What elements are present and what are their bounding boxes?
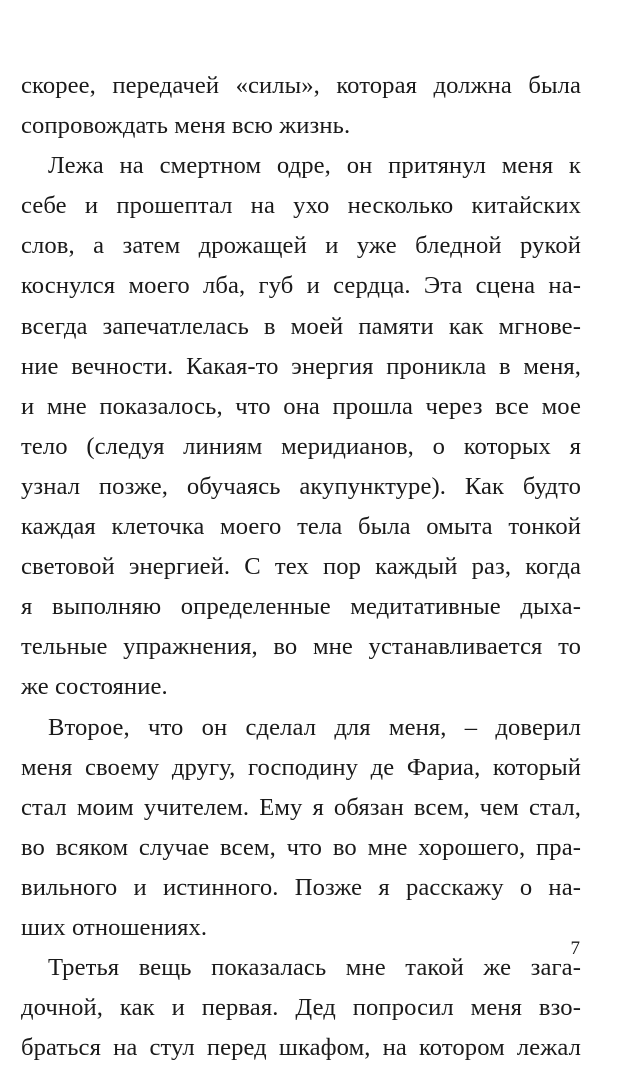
text-line: я выполняю определенные медитативные дыха- [21, 593, 581, 621]
text-line: дочной, как и первая. Дед попросил меня взо- [21, 994, 581, 1022]
text-line: слов, а затем дрожащей и уже бледной рукой [21, 232, 581, 260]
text-line: же состояние. [21, 673, 168, 701]
text-line: каждая клеточка моего тела была омыта тонкой [21, 513, 581, 541]
text-line: и мне показалось, что она прошла через все мое [21, 392, 581, 420]
text-line: Лежа на смертном одре, он притянул меня к [48, 152, 581, 180]
text-line: скорее, передачей «силы», которая должна была [21, 72, 581, 99]
text-line: всегда запечатлелась в моей памяти как мгнове- [21, 312, 581, 340]
text-line: меня своему другу, господину де Фариа, который [21, 753, 581, 781]
text-line: себе и прошептал на ухо несколько китайских [21, 192, 581, 220]
text-line: световой энергией. С тех пор каждый раз, когда [21, 553, 581, 581]
text-line: Второе, что он сделал для меня, – доверил [48, 713, 581, 741]
text-line: стал моим учителем. Ему я обязан всем, чем стал, [21, 793, 581, 821]
text-line: ние вечности. Какая-то энергия проникла в меня, [21, 352, 581, 380]
text-line: вильного и истинного. Позже я расскажу о на- [21, 873, 581, 901]
body-text [21, 66, 581, 1068]
text-line: коснулся моего лба, губ и сердца. Эта сцена на- [21, 272, 581, 300]
text-line: сопровождать меня всю жизнь. [21, 112, 351, 140]
page-number: 7 [570, 938, 580, 959]
text-line: ших отношениях. [21, 913, 208, 941]
text-line: браться на стул перед шкафом, на котором лежал [21, 1034, 581, 1062]
text-line: тело (следуя линиям меридианов, о которых я [21, 432, 581, 460]
text-line: тельные упражнения, во мне устанавливается то [21, 633, 581, 661]
text-line: во всяком случае всем, что во мне хорошего, пра- [21, 833, 581, 861]
text-line: узнал позже, обучаясь акупунктуре). Как будто [21, 472, 581, 500]
text-line: Третья вещь показалась мне такой же зага- [48, 954, 581, 982]
